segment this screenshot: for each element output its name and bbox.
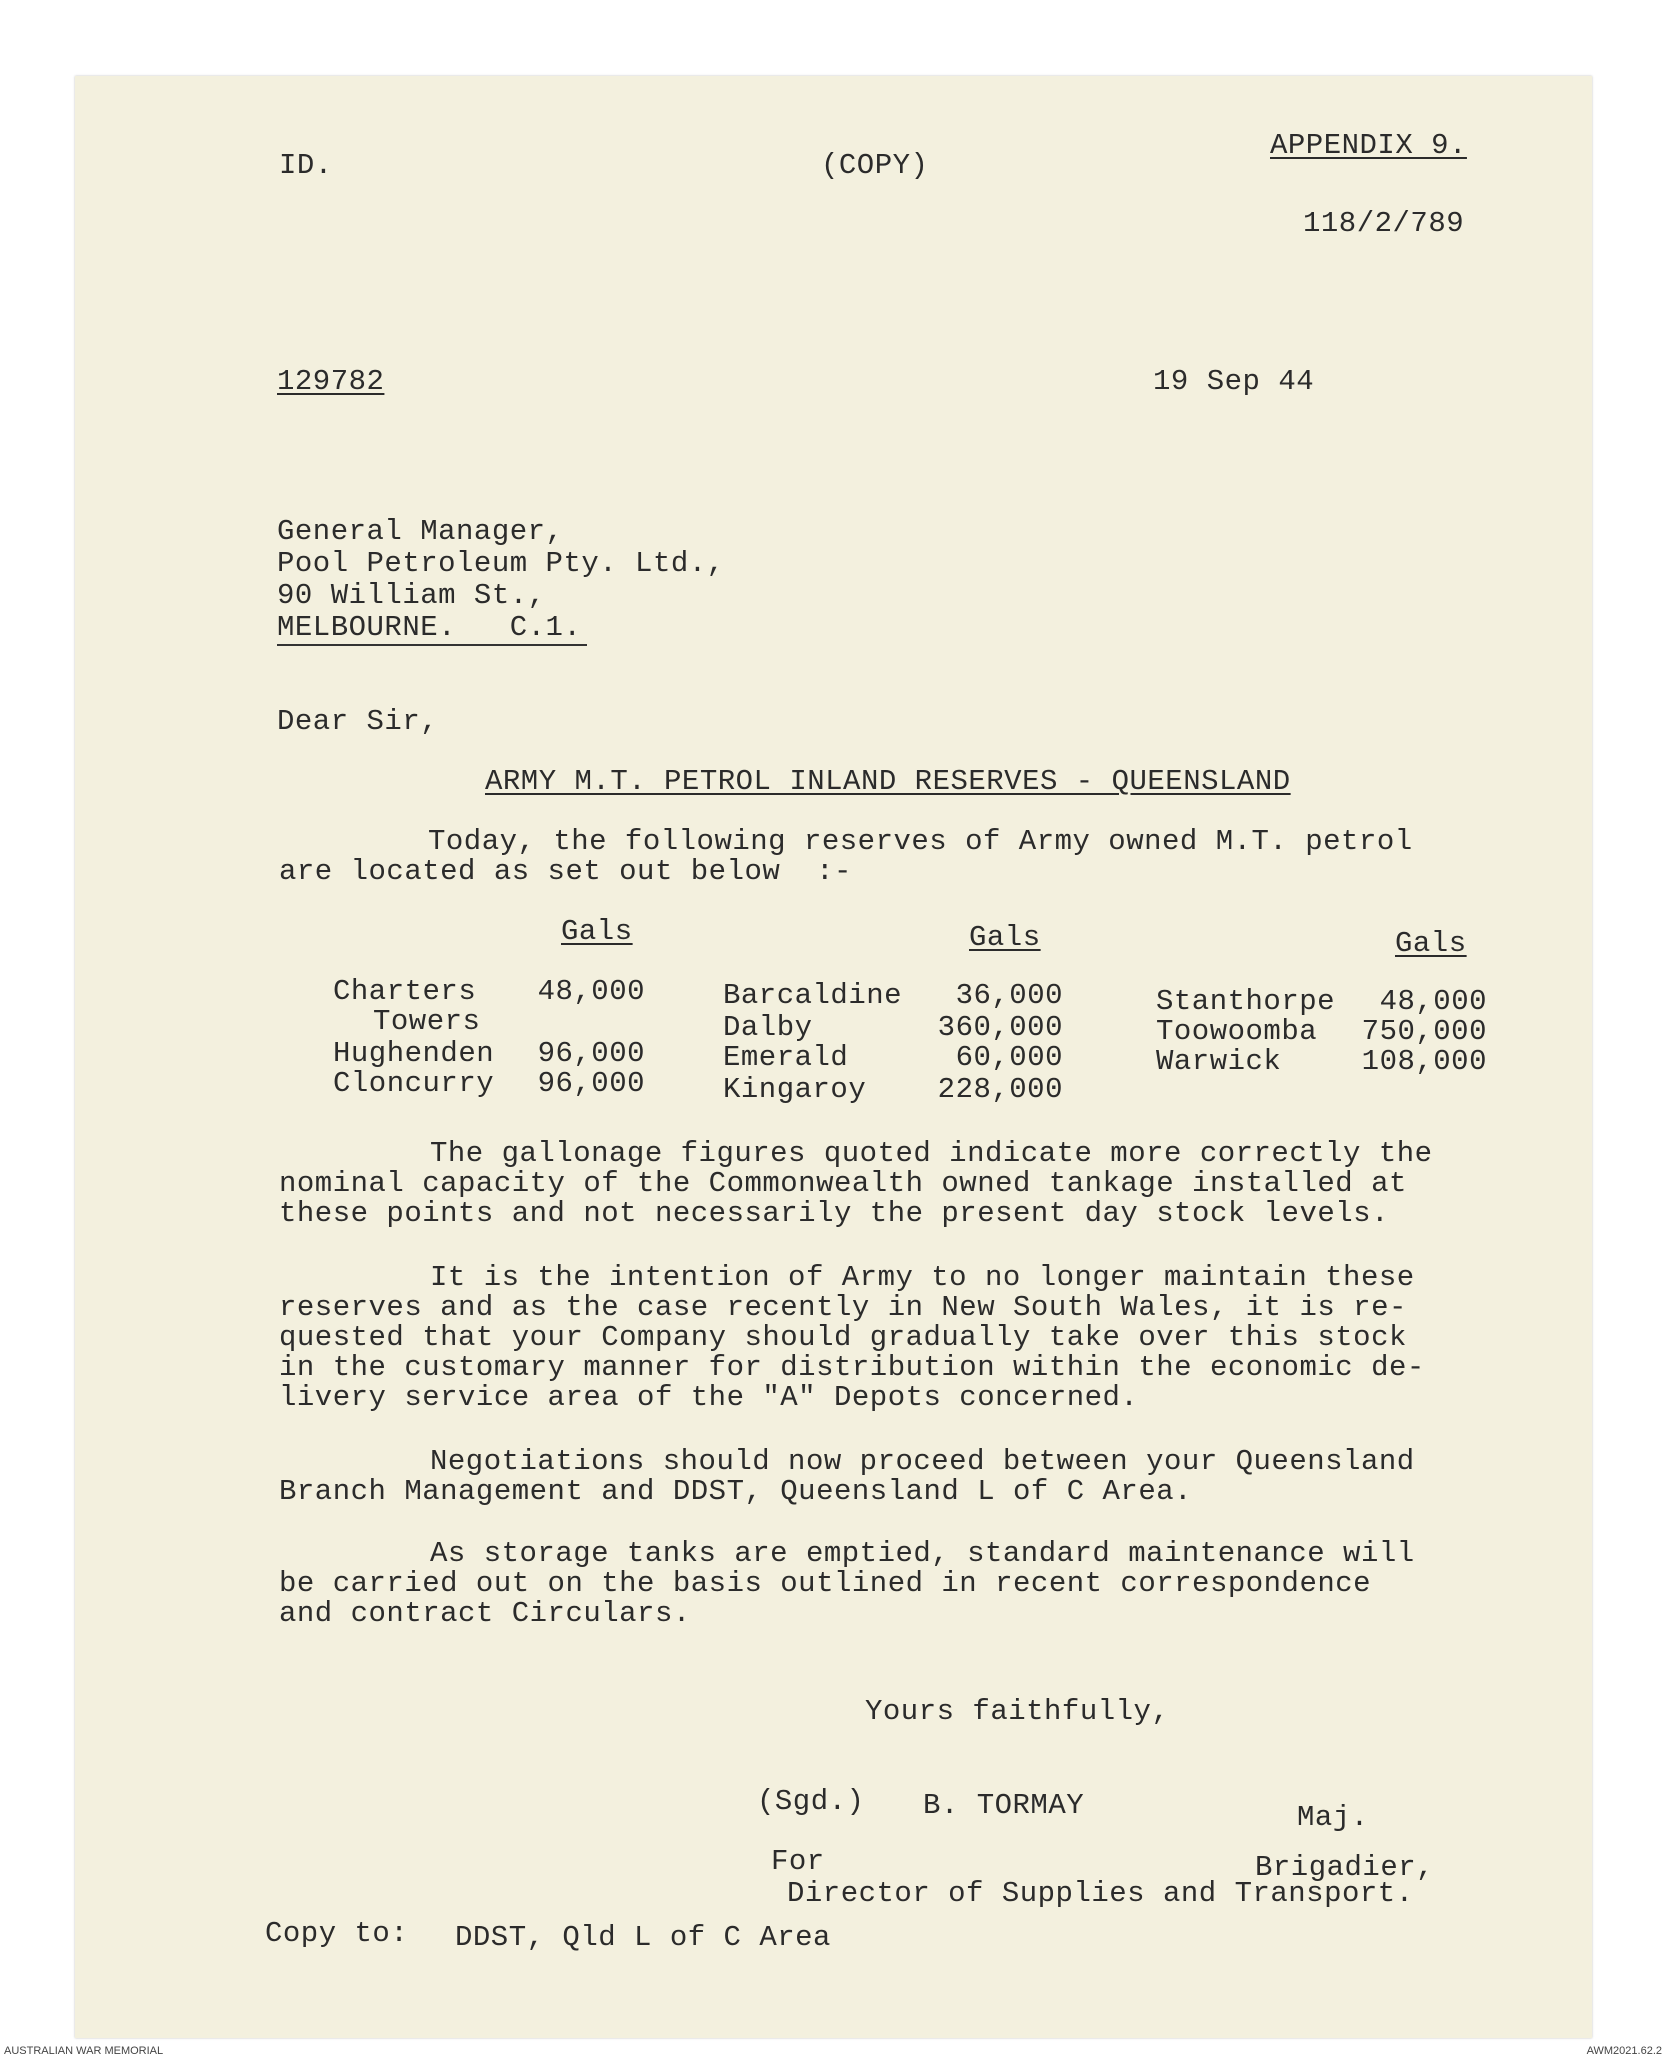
header-appendix: APPENDIX 9. — [1270, 129, 1467, 162]
signatory-name: B. TORMAY — [923, 1789, 1085, 1822]
para1-line-3: these points and not necessarily the present day stock levels. — [279, 1197, 1389, 1230]
col1-place: Cloncurry — [333, 1067, 495, 1100]
col3-gals: 48,000 — [1379, 985, 1487, 1018]
address-city: MELBOURNE. — [277, 611, 457, 644]
col2-place: Dalby — [723, 1011, 813, 1044]
para4-line-2: be carried out on the basis outlined in recent correspondence — [279, 1567, 1372, 1600]
para2-line-4: in the customary manner for distribution within the economic de- — [279, 1351, 1425, 1384]
col1-place: Charters — [333, 975, 477, 1008]
col1-gals: 48,000 — [537, 975, 645, 1008]
address-line-3: 90 William St., — [277, 579, 546, 612]
col3-gals: 750,000 — [1361, 1015, 1487, 1048]
col2-gals: 228,000 — [937, 1073, 1063, 1106]
address-line-2: Pool Petroleum Pty. Ltd., — [277, 547, 725, 580]
address-city-line — [277, 612, 587, 646]
col3-place: Stanthorpe — [1156, 985, 1336, 1018]
col3-gals: 108,000 — [1361, 1045, 1487, 1078]
salutation: Dear Sir, — [277, 705, 439, 738]
address-line-1: General Manager, — [277, 515, 564, 548]
para3-line-1: Negotiations should now proceed between your Queensland — [430, 1445, 1415, 1478]
archive-footer-left: AUSTRALIAN WAR MEMORIAL — [4, 2045, 164, 2057]
archive-footer-right: AWM2021.62.2 — [1586, 2045, 1662, 2057]
file-reference: 118/2/789 — [1303, 207, 1465, 240]
for-label: For — [771, 1845, 825, 1878]
col3-unit-header: Gals — [1395, 927, 1467, 960]
para4-line-3: and contract Circulars. — [279, 1597, 691, 1630]
para3-line-2: Branch Management and DDST, Queensland L of C Area. — [279, 1475, 1193, 1508]
col1-place: Hughenden — [333, 1037, 495, 1070]
copy-to-label: Copy to: — [265, 1917, 409, 1950]
header-copy: (COPY) — [821, 149, 929, 182]
para2-line-2: reserves and as the case recently in New South Wales, it is re- — [279, 1291, 1407, 1324]
col1-gals: 96,000 — [537, 1037, 645, 1070]
col1-gals: 96,000 — [537, 1067, 645, 1100]
col2-place: Kingaroy — [723, 1073, 867, 1106]
col2-place: Barcaldine — [723, 979, 903, 1012]
letter-page — [75, 76, 1592, 2038]
intro-line-1: Today, the following reserves of Army owned M.T. petrol — [428, 825, 1413, 858]
col2-gals: 360,000 — [937, 1011, 1063, 1044]
col2-gals: 36,000 — [955, 979, 1063, 1012]
subject-heading: ARMY M.T. PETROL INLAND RESERVES - QUEENSLAND — [485, 765, 1291, 798]
brigadier-label: Brigadier, — [1255, 1851, 1435, 1884]
signatory-rank: Maj. — [1297, 1801, 1369, 1834]
letter-number: 129782 — [277, 365, 385, 398]
intro-line-2: are located as set out below :- — [279, 855, 852, 888]
para2-line-3: quested that your Company should gradually take over this stock — [279, 1321, 1407, 1354]
para1-line-1: The gallonage figures quoted indicate more correctly the — [430, 1137, 1433, 1170]
signatory-title: Director of Supplies and Transport. — [787, 1877, 1414, 1910]
para2-line-5: livery service area of the "A" Depots concerned. — [279, 1381, 1139, 1414]
valediction: Yours faithfully, — [865, 1695, 1170, 1728]
col2-gals: 60,000 — [955, 1041, 1063, 1074]
header-id: ID. — [279, 149, 333, 182]
para4-line-1: As storage tanks are emptied, standard maintenance will — [430, 1537, 1415, 1570]
copy-to-recipient: DDST, Qld L of C Area — [455, 1921, 831, 1954]
col1-place: Towers — [373, 1005, 481, 1038]
col3-place: Toowoomba — [1156, 1015, 1318, 1048]
col1-unit-header: Gals — [561, 915, 633, 948]
para2-line-1: It is the intention of Army to no longer maintain these — [430, 1261, 1415, 1294]
address-postal: C.1. — [509, 611, 582, 644]
signed-marker: (Sgd.) — [757, 1785, 865, 1818]
para1-line-2: nominal capacity of the Commonwealth owned tankage installed at — [279, 1167, 1407, 1200]
col3-place: Warwick — [1156, 1045, 1282, 1078]
col2-unit-header: Gals — [969, 921, 1041, 954]
col2-place: Emerald — [723, 1041, 849, 1074]
letter-date: 19 Sep 44 — [1153, 365, 1315, 398]
